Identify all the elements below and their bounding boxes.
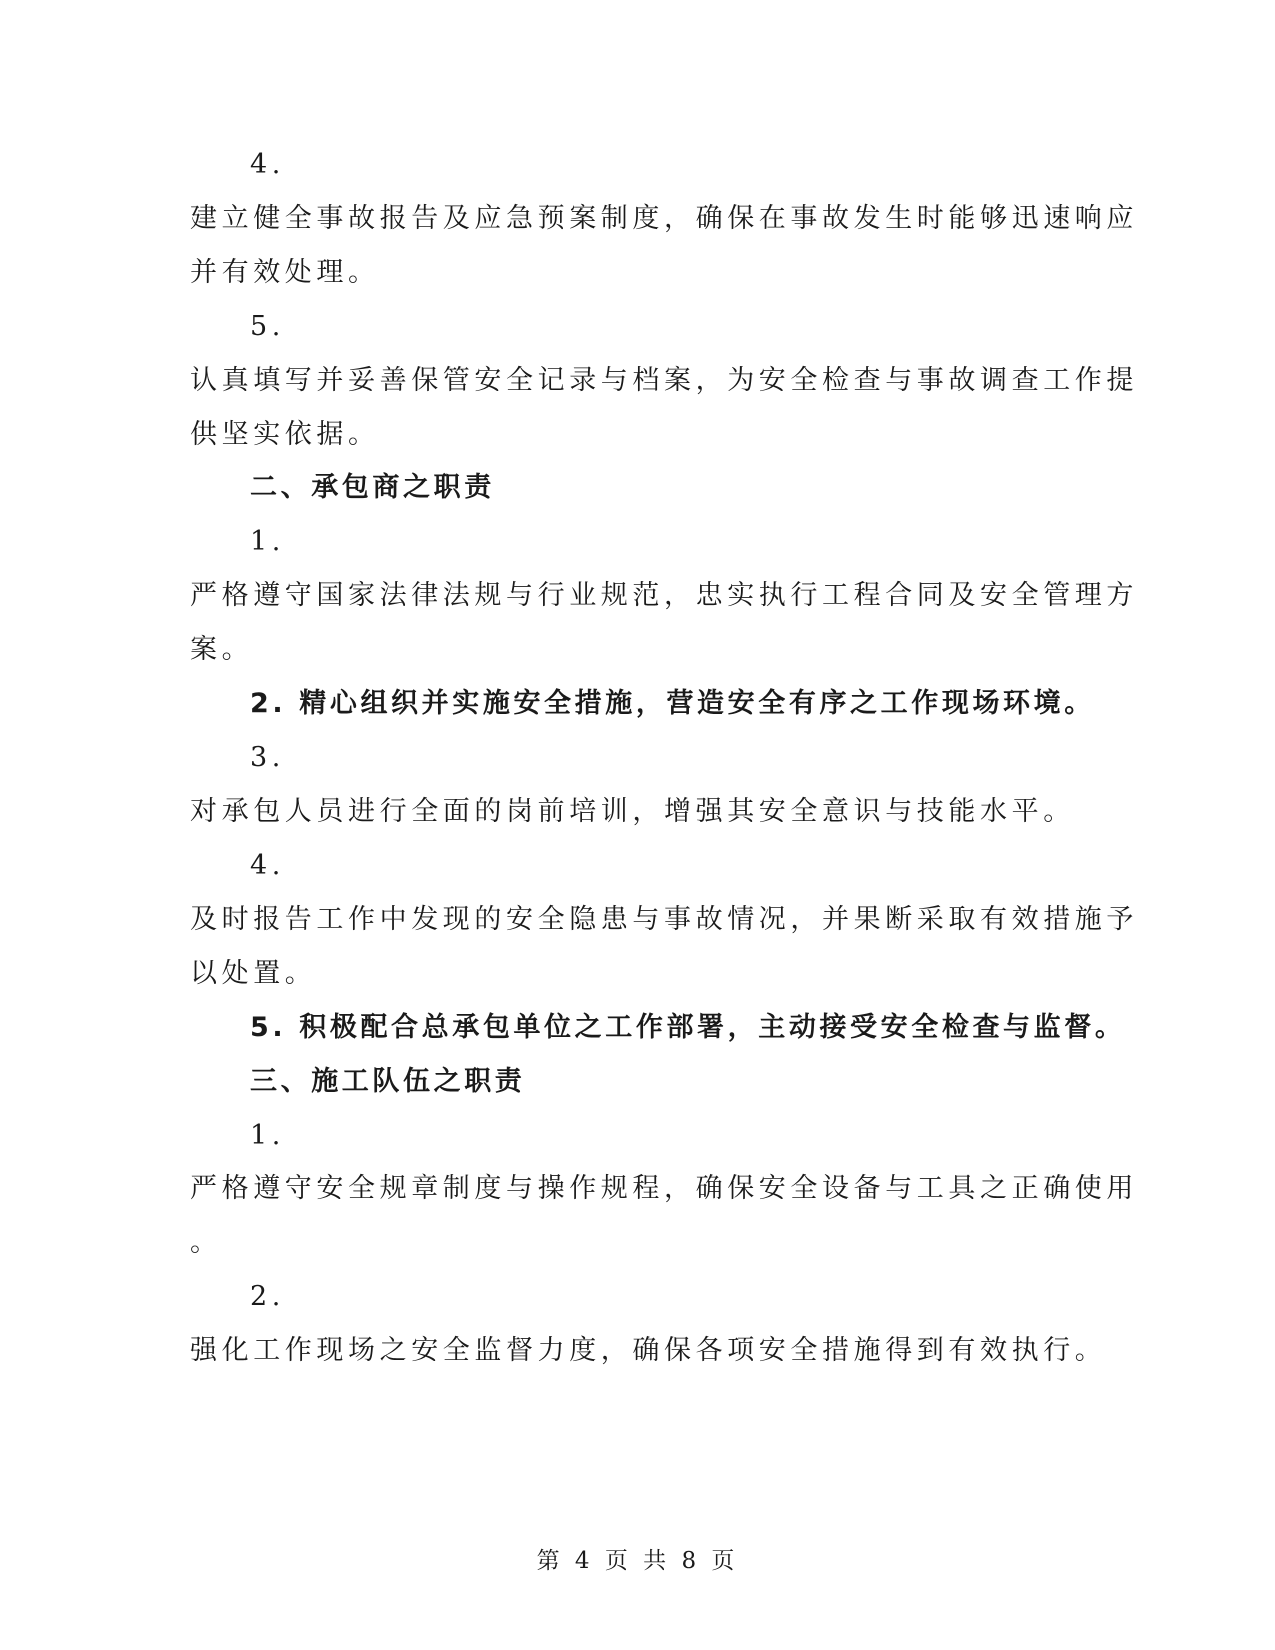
- section-heading: 三、施工队伍之职责: [250, 1066, 526, 1097]
- page-number-footer: 第 4 页 共 8 页: [536, 1548, 739, 1574]
- paragraph-line: 强化工作现场之安全监督力度，确保各项安全措施得到有效执行。: [190, 1335, 1107, 1366]
- paragraph-line: 供坚实依据。: [190, 419, 380, 450]
- paragraph-line: 。: [190, 1227, 222, 1258]
- paragraph-line: 对承包人员进行全面的岗前培训，增强其安全意识与技能水平。: [190, 796, 1075, 827]
- item-number: 1.: [250, 526, 285, 557]
- item-number: 4.: [250, 149, 285, 180]
- item-number: 1.: [250, 1120, 285, 1151]
- bold-item: 5. 积极配合总承包单位之工作部署，主动接受安全检查与监督。: [250, 1012, 1126, 1043]
- paragraph-line: 以处置。: [190, 958, 317, 989]
- paragraph-line: 及时报告工作中发现的安全隐患与事故情况，并果断采取有效措施予: [190, 904, 1138, 935]
- bold-item: 2. 精心组织并实施安全措施，营造安全有序之工作现场环境。: [250, 688, 1095, 719]
- item-number: 3.: [250, 742, 285, 773]
- item-number: 2.: [250, 1281, 285, 1312]
- item-number: 5.: [250, 311, 285, 342]
- paragraph-line: 案。: [190, 634, 254, 665]
- paragraph-line: 严格遵守国家法律法规与行业规范，忠实执行工程合同及安全管理方: [190, 580, 1138, 611]
- item-number: 4.: [250, 850, 285, 881]
- paragraph-line: 严格遵守安全规章制度与操作规程，确保安全设备与工具之正确使用: [190, 1173, 1138, 1204]
- paragraph-line: 并有效处理。: [190, 257, 380, 288]
- section-heading: 二、承包商之职责: [250, 472, 495, 503]
- paragraph-line: 建立健全事故报告及应急预案制度，确保在事故发生时能够迅速响应: [190, 203, 1138, 234]
- paragraph-line: 认真填写并妥善保管安全记录与档案，为安全检查与事故调查工作提: [190, 365, 1138, 396]
